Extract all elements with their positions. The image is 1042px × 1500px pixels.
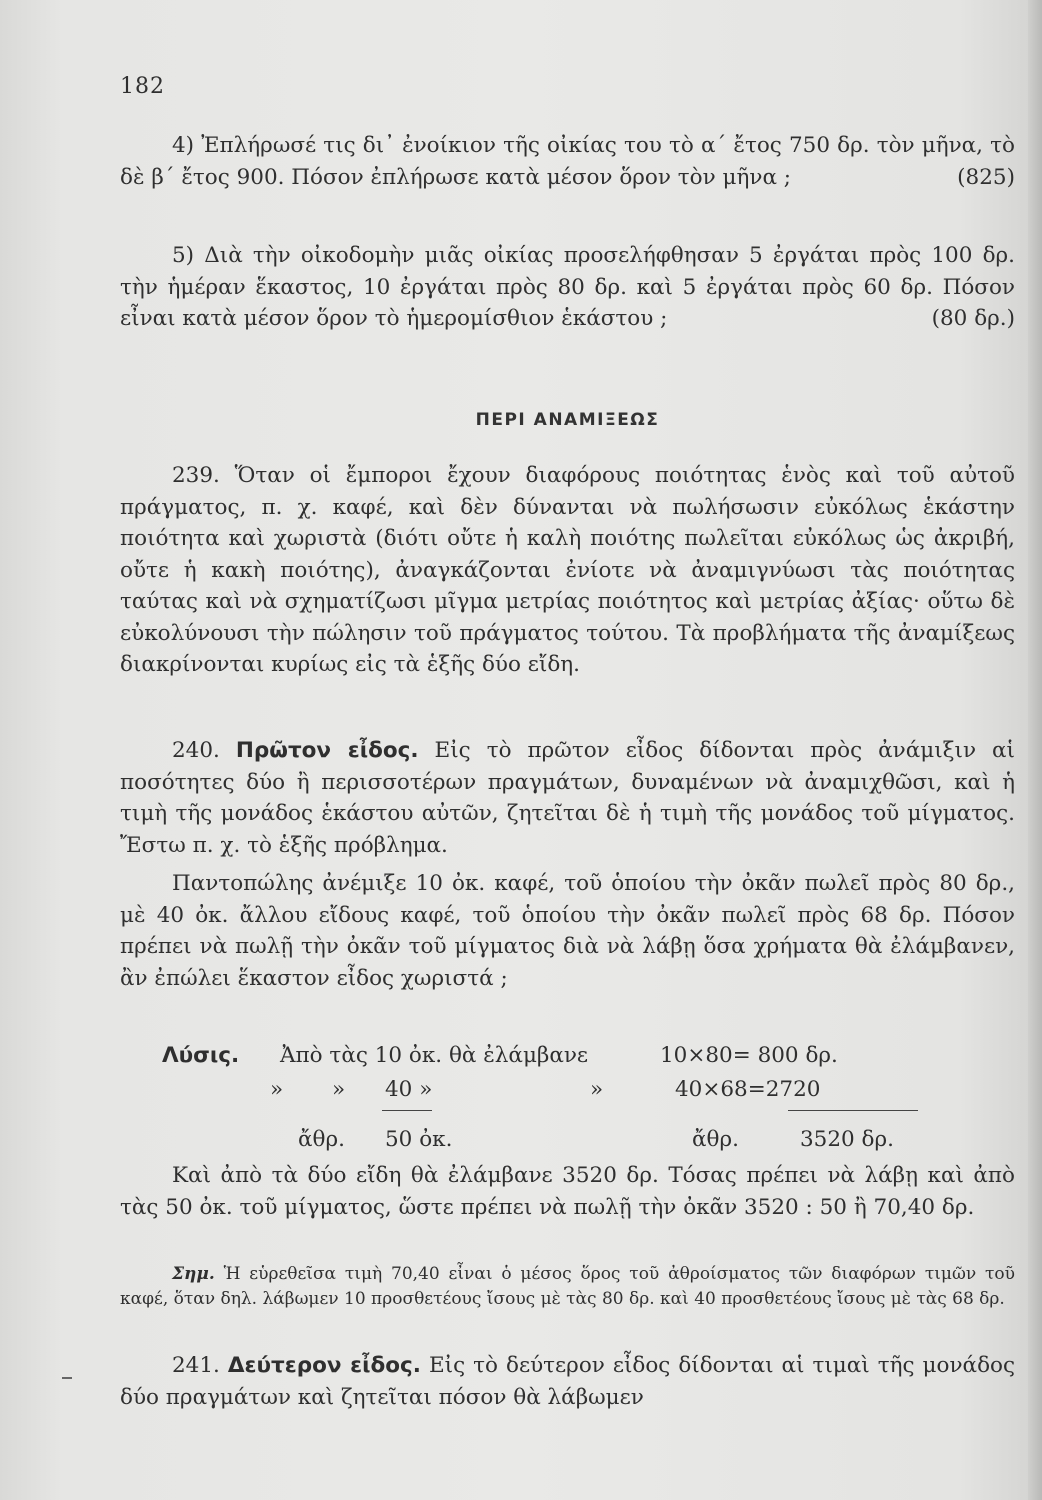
mixing-problem-text: Παντοπώλης ἀνέμιξε 10 ὀκ. καφέ, τοῦ ὁποίου τὴν ὀκᾶν πωλεῖ πρὸς 80 δρ., μὲ 40 ὀκ. ἄλλου εἴδους καφέ, τοῦ ὁποίου τὴν ὀκᾶν πωλεῖ πρὸς 68 δρ. Πόσον πρέπει νὰ πωλῇ τὴν ὀκᾶν τοῦ μίγματος διὰ νὰ λάβῃ ὅσα χρήματα θὰ ἐλάμβανεν, ἂν ἐπώλει ἕκαστον εἶδος χωριστά ; [120,871,1015,991]
problem-4 [120,130,1015,193]
paragraph-239 [120,460,1015,681]
conclusion [120,1160,1015,1223]
section-heading: ΠΕΡΙ ΑΝΑΜΙΞΕΩΣ [475,410,660,430]
problem-5 [120,240,1015,335]
paragraph-240-text: Εἰς τὸ πρῶτον εἶδος δίδονται πρὸς ἀνάμιξιν αἱ ποσότητες δύο ἢ περισσοτέρων πραγμάτων, δυναμένων νὰ ἀναμιχθῶσι, καὶ ἡ τιμὴ τῆς μονάδος ἑκάστου αὐτῶν, ζητεῖται δὲ ἡ τιμὴ τῆς μονάδος τοῦ μίγματος. Ἔστω π. χ. τὸ ἑξῆς πρόβλημα. [120,738,1015,858]
sum-rule-right [788,1110,918,1111]
note-label: Σημ. [172,1264,215,1284]
solution-row1-calc: 10×80= 800 δρ. [660,1043,838,1068]
paragraph-239-text: 239. Ὅταν οἱ ἔμποροι ἔχουν διαφόρους ποιότητας ἑνὸς καὶ τοῦ αὐτοῦ πράγματος, π. χ. καφέ, καὶ δὲν δύνανται νὰ πωλήσωσιν εὐκόλως ἑκάστην ποιότητα καὶ χωριστὰ (διότι οὔτε ἡ καλὴ ποιότης πωλεῖται εὐκόλως ὡς ἀκριβή, οὔτε ἡ κακὴ ποιότης), ἀναγκάζονται ἐνίοτε νὰ ἀναμιγνύωσι τὰς ποιότητας ταύτας καὶ νὰ σχηματίζωσι μῖγμα μετρίας ποιότητος καὶ μετρίας ἀξίας· οὕτω δὲ εὐκολύνουσι τὴν πώλησιν τοῦ πράγματος τούτου. Τὰ προβλήματα τῆς ἀναμίξεως διακρίνονται κυρίως εἰς τὰ ἑξῆς δύο εἴδη. [120,463,1015,677]
solution-block [120,1040,1015,1155]
note [120,1262,1015,1312]
paragraph-241-number: 241. [172,1353,220,1378]
paragraph-240-number: 240. [172,738,220,763]
paragraph-241-text: Εἰς τὸ δεύτερον εἶδος δίδονται αἱ τιμαὶ τῆς μονάδος δύο πραγμάτων καὶ ζητεῖται πόσον θὰ λάβωμεν [120,1353,1015,1410]
sum-value-left: 50 ὀκ. [385,1127,453,1152]
problem-5-answer: (80 δρ.) [931,306,1015,331]
conclusion-text: Καὶ ἀπὸ τὰ δύο εἴδη θὰ ἐλάμβανε 3520 δρ. Τόσας πρέπει νὰ λάβῃ καὶ ἀπὸ τὰς 50 ὀκ. τοῦ μίγματος, ὥστε πρέπει νὰ πωλῇ τὴν ὀκᾶν 3520 : 50 ἢ 70,40 δρ. [120,1163,1015,1220]
problem-5-text: 5) Διὰ τὴν οἰκοδομὴν μιᾶς οἰκίας προσελήφθησαν 5 ἐργάται πρὸς 100 δρ. τὴν ἡμέραν ἕκαστος, 10 ἐργάται πρὸς 80 δρ. καὶ 5 ἐργάται πρὸς 60 δρ. Πόσον εἶναι κατὰ μέσον ὅρον τὸ ἡμερομίσθιον ἑκάστου ; [120,243,1015,331]
ditto-mark-2: » [332,1077,346,1102]
sum-rule-left [382,1110,432,1111]
ditto-mark-1: » [270,1077,284,1102]
paragraph-241 [120,1350,1015,1413]
solution-row2-amount: 40 » [385,1077,433,1102]
margin-mark [62,1377,72,1379]
page-number: 182 [120,74,165,99]
page-edge [1028,0,1042,1500]
paragraph-240-title: Πρῶτον εἶδος. [235,738,419,763]
paragraph-240 [120,735,1015,861]
solution-label: Λύσις. [162,1043,240,1068]
ditto-mark-3: » [590,1077,604,1102]
sum-label-right: ἄθρ. [692,1127,739,1152]
problem-4-text: 4) Ἐπλήρωσέ τις δι᾿ ἐνοίκιον τῆς οἰκίας του τὸ α΄ ἔτος 750 δρ. τὸν μῆνα, τὸ δὲ β΄ ἔτος 900. Πόσον ἐπλήρωσε κατὰ μέσον ὅρον τὸν μῆνα ; [120,133,1015,190]
sum-label-left: ἄθρ. [298,1127,345,1152]
sum-value-right: 3520 δρ. [800,1127,894,1152]
solution-row1-text: Ἀπὸ τὰς 10 ὀκ. θὰ ἐλάμβανε [280,1043,589,1068]
solution-row2-calc: 40×68=2720 [675,1077,821,1102]
note-text: Ἡ εὑρεθεῖσα τιμὴ 70,40 εἶναι ὁ μέσος ὅρος τοῦ ἀθροίσματος τῶν διαφόρων τιμῶν τοῦ καφέ, ὅταν δηλ. λάβωμεν 10 προσθετέους ἴσους μὲ τὰς 80 δρ. καὶ 40 προσθετέους ἴσους μὲ τὰς 68 δρ. [120,1264,1015,1309]
mixing-problem [120,868,1015,994]
problem-4-answer: (825) [957,164,1015,190]
paragraph-241-title: Δεύτερον εἶδος. [227,1353,421,1378]
